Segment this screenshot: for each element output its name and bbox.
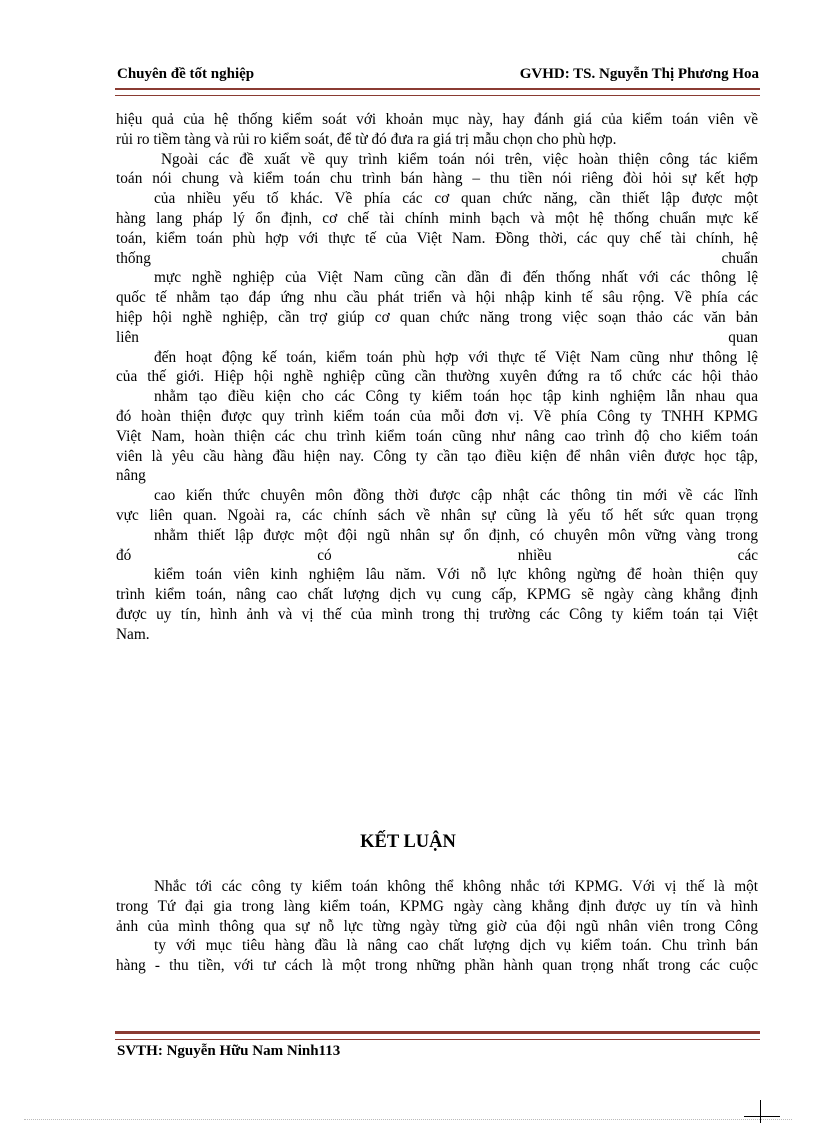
text-line: hàng lang pháp lý ổn định, cơ chế tài chính minh bạch và một hệ thống chuẩn mực kế	[116, 209, 758, 227]
text-word: chuẩn	[721, 249, 758, 267]
text-line: nhằm thiết lập được một đội ngũ nhân sự ổn định, có chuyên môn vững vàng trong	[154, 526, 758, 544]
conclusion-heading: KẾT LUẬN	[360, 832, 456, 852]
text-line: trình kiểm toán, nâng cao chất lượng dịch vụ cung cấp, KPMG sẽ ngày càng khẳng định	[116, 586, 758, 604]
header-rule	[115, 88, 760, 96]
text-line: cao kiến thức chuyên môn đồng thời được cập nhật các thông tin mới về các lĩnh	[154, 487, 758, 505]
text-word: đó	[116, 546, 132, 564]
text-line: vực liên quan. Ngoài ra, các chính sách về nhân sự cũng là yếu tố hết sức quan trọng	[116, 506, 758, 524]
text-line: trong Tứ đại gia trong làng kiểm toán, KPMG ngày càng khẳng định được uy tín và hình	[116, 897, 758, 915]
text-word: liên	[116, 328, 139, 346]
text-line: hiệu quả của hệ thống kiểm soát với khoản mục này, hay đánh giá của kiểm toán viên về	[116, 111, 758, 128]
text-line: quốc tế nhằm tạo đáp ứng nhu cầu phát triển và hội nhập kinh tế sâu rộng. Về phía các	[116, 289, 758, 307]
text-line: rủi ro tiềm tàng và rủi ro kiểm soát, để từ đó đưa ra giá trị mẫu chọn cho phù hợp.	[116, 130, 617, 148]
text-line: mực nghề nghiệp của Việt Nam cũng cần dần đi đến thống nhất với các thông lệ	[154, 269, 758, 287]
conclusion-text	[116, 877, 758, 976]
text-line: nhằm tạo điều kiện cho các Công ty kiểm toán học tập kinh nghiệm lẫn nhau qua	[154, 388, 758, 406]
body-text	[116, 110, 758, 645]
text-line: đến hoạt động kế toán, kiểm toán phù hợp với thực tế Việt Nam cũng như thông lệ	[154, 348, 758, 366]
text-line: Việt Nam, hoàn thiện các chu trình kiểm toán cũng như nâng cao trình độ cho kiểm toán	[116, 427, 758, 445]
text-line: ảnh của mình thông qua sự nỗ lực từng ngày từng giờ của đội ngũ nhân viên trong Công	[116, 917, 758, 935]
text-line	[116, 546, 758, 566]
text-line: đó hoàn thiện được quy trình kiểm toán của mỗi đơn vị. Về phía Công ty TNHH KPMG	[116, 407, 758, 425]
page-corner-mark	[744, 1116, 780, 1117]
text-line	[116, 249, 758, 269]
header-title: Chuyên đề tốt nghiệp	[117, 66, 255, 82]
text-word: các	[737, 546, 759, 564]
text-line: Nam.	[116, 625, 150, 643]
text-line: hàng - thu tiền, với tư cách là một trong những phần hành quan trọng nhất trong các cuộc	[116, 957, 758, 975]
text-line: Ngoài các đề xuất về quy trình kiểm toán nói trên, việc hoàn thiện công tác kiểm	[161, 150, 758, 168]
text-line: của nhiều yếu tố khác. Về phía các cơ quan chức năng, cần thiết lập được một	[154, 190, 758, 208]
text-line: hiệp hội nghề nghiệp, cần trợ giúp cơ quan chức năng trong việc soạn thảo các văn bản	[116, 308, 758, 326]
text-word: có	[317, 546, 332, 564]
text-word: thống	[116, 249, 151, 267]
text-line: Nhắc tới các công ty kiểm toán không thể không nhắc tới KPMG. Với vị thế là một	[154, 878, 758, 895]
text-line: kiểm toán viên kinh nghiệm lâu năm. Với nỗ lực không ngừng để hoàn thiện quy	[154, 566, 758, 584]
page-header	[115, 66, 759, 88]
text-line: toán nói chung và kiểm toán chu trình bán hàng – thu tiền nói riêng đòi hỏi sự kết hợp	[116, 170, 758, 188]
footer-rule	[115, 1031, 760, 1040]
text-word: quan	[728, 328, 758, 346]
text-line: viên là yêu cầu hàng đầu hiện nay. Công ty cần tạo điều kiện để nhân viên được học tập,	[116, 447, 758, 465]
text-line: ty với mục tiêu hàng đầu là nâng cao chất lượng dịch vụ kiểm toán. Chu trình bán	[154, 937, 758, 955]
page-footer: SVTH: Nguyễn Hữu Nam Ninh113	[117, 1043, 341, 1059]
text-line: nâng	[116, 467, 146, 485]
page-edge-divider	[24, 1119, 792, 1120]
header-advisor: GVHD: TS. Nguyễn Thị Phương Hoa	[519, 66, 759, 82]
text-line: của thế giới. Hiệp hội nghề nghiệp cũng cần thường xuyên đứng ra tổ chức các hội thảo	[116, 368, 758, 386]
text-line: toán, kiểm toán phù hợp với thực tế của Việt Nam. Đồng thời, các quy chế tài chính, hệ	[116, 229, 758, 247]
text-line	[116, 328, 758, 348]
text-line: được uy tín, hình ảnh và vị thế của mình trong thị trường các Công ty kiểm toán tại Việt	[116, 605, 758, 623]
text-word: nhiều	[517, 546, 552, 564]
